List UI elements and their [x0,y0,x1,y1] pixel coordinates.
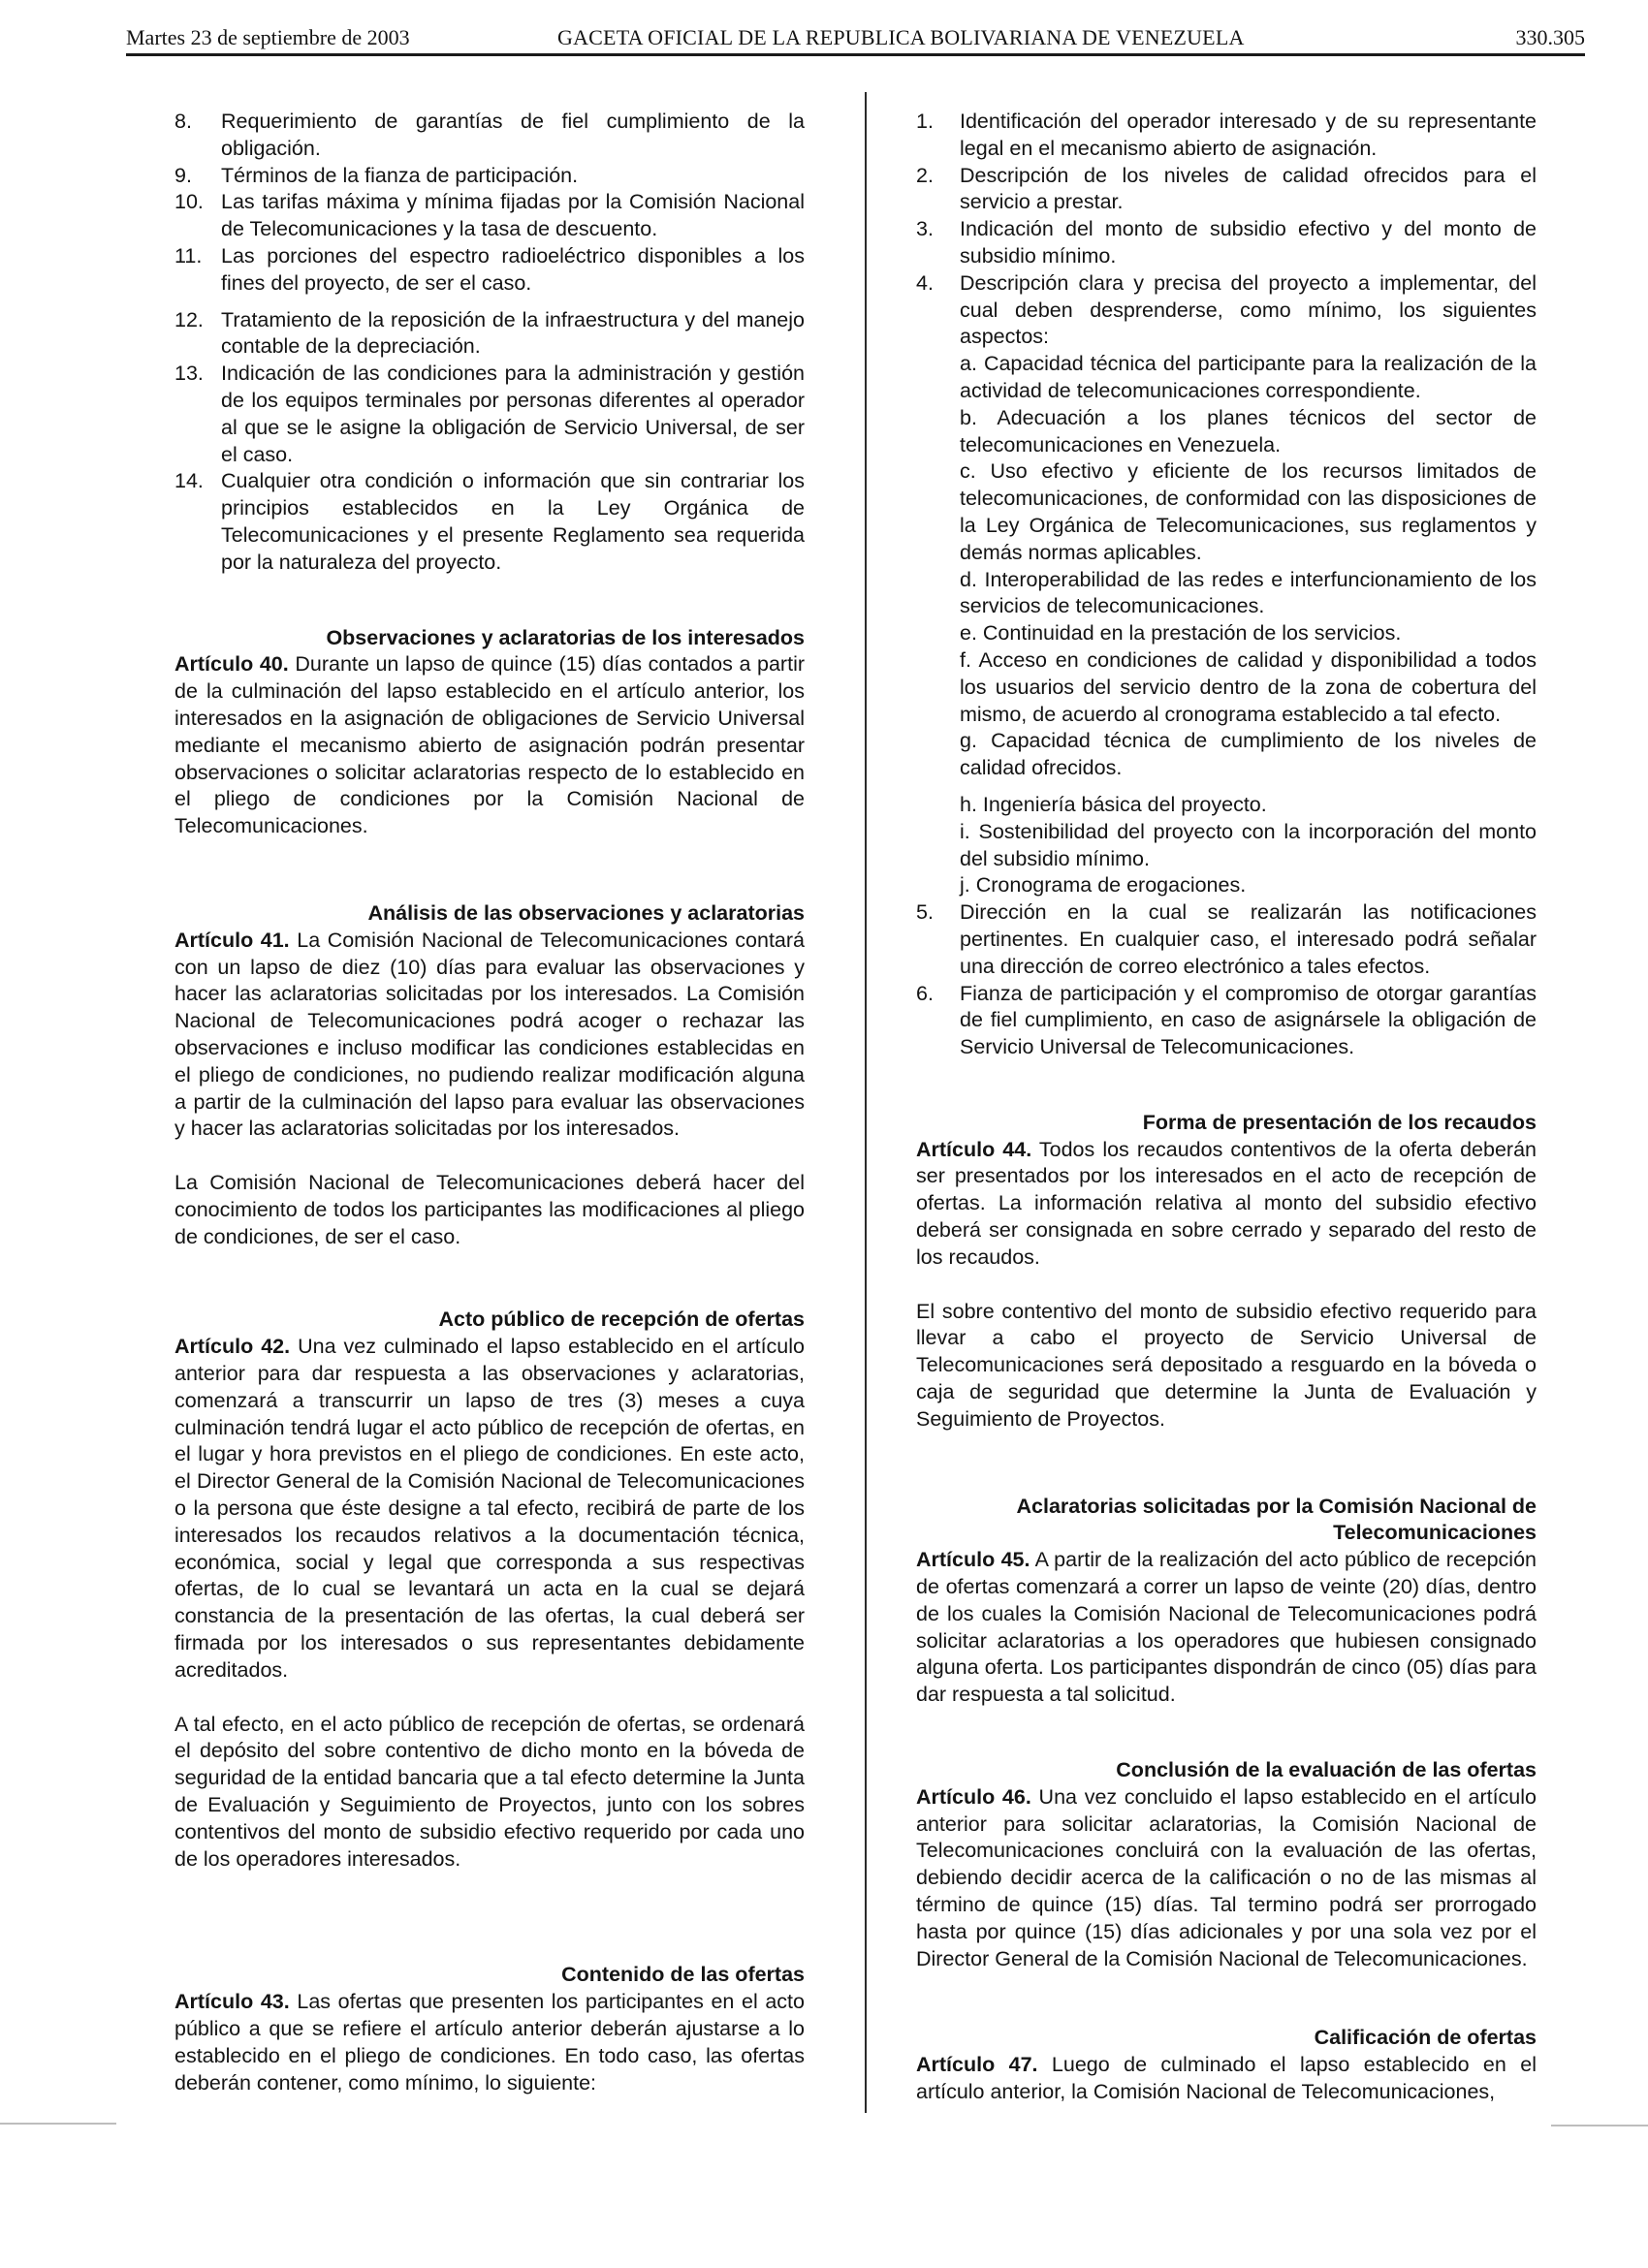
sub-item: a. Capacidad técnica del participante para la realización de la actividad de telecomunicaciones correspondiente. [960,352,1537,402]
sub-item: i. Sostenibilidad del proyecto con la incorporación del monto del subsidio mínimo. [960,819,1537,870]
section-heading: Aclaratorias solicitadas por la Comisión Nacional de [1016,1494,1537,1518]
sub-list [916,351,1537,899]
article-label: Artículo 42. [174,1335,291,1359]
sub-item: d. Interoperabilidad de las redes e interfuncionamiento de los servicios de telecomunicaciones. [960,567,1537,618]
list-item: 11. Las porciones del espectro radioeléctrico disponibles a los fines del proyecto, de ser el caso. [174,243,805,295]
article-label: Artículo 45. [916,1548,1030,1572]
scan-artifact [1551,2125,1648,2126]
article-label: Artículo 43. [174,1990,290,2014]
list-item: 10. Las tarifas máxima y mínima fijadas por la Comisión Nacional de Telecomunicaciones y la tasa de descuento. [174,190,805,241]
right-column [916,109,1537,2106]
article-45 [916,1494,1537,1709]
article-47 [916,2025,1537,2105]
section-heading-continued: Telecomunicaciones [1333,1521,1537,1545]
list-item: 5. Dirección en la cual se realizarán las notificaciones pertinentes. En cualquier caso, el interesado podrá señalar una dirección de correo electrónico a tales efectos. [916,900,1537,978]
section-heading: Contenido de las ofertas [561,1963,805,1987]
article-label: Artículo 46. [916,1784,1031,1809]
list-item: 14. Cualquier otra condición o información que sin contrariar los principios establecidos en la Ley Orgánica de Telecomunicaciones y el presente Reglamento sea requerida por la naturaleza del proyecto. [174,469,805,574]
sub-item: h. Ingeniería básica del proyecto. [960,792,1267,816]
article-body: Artículo 44. Todos los recaudos contentivos de la oferta deberán ser presentados por los interesados en el acto de recepción de ofertas. La información relativa al monto del subsidio efectivo deberá ser consignada en sobre cerrado y separado del resto de los recaudos. [916,1137,1537,1269]
list-item: 2. Descripción de los niveles de calidad ofrecidos para el servicio a prestar. [916,163,1537,214]
article-body: Artículo 40. Durante un lapso de quince (15) días contados a partir de la culminación del lapso establecido en el artículo anterior, los interesados en la asignación de obligaciones de Servicio Universal mediante el mecanismo abierto de asignación podrán presentar observaciones o solicitar aclaratorias respecto de lo establecido en el pliego de condiciones por la Comisión Nacional de Telecomunicaciones. [174,652,806,838]
article-label: Artículo 47. [916,2053,1038,2077]
sub-item: f. Acceso en condiciones de calidad y disponibilidad a todos los usuarios del servicio dentro de la zona de cobertura del mismo, de acuerdo al cronograma establecido a tal efecto. [960,647,1537,726]
sub-item: j. Cronograma de erogaciones. [960,873,1247,898]
article-label: Artículo 41. [174,928,290,952]
article-41 [174,900,805,1251]
section-heading: Análisis de las observaciones y aclaratorias [367,900,805,925]
article-body: Artículo 42. Una vez culminado el lapso establecido en el artículo anterior para dar respuesta a las observaciones y aclaratorias, comenzará a transcurrir un lapso de tres (3) meses a cuya culminación tendrá lugar el acto público de recepción de ofertas, en el lugar y hora previstos en el pliego de condiciones. En este acto, el Director General de la Comisión Nacional de Telecomunicaciones o la persona que éste designe a tal efecto, recibirá de parte de los interesados los recaudos relativos a la documentación técnica, económica, social y legal que corresponda a sus respectivas ofertas, de lo cual se levantará un acta en la cual se dejará constancia de la presentación de las ofertas, la cual deberá ser firmada por los interesados o sus representantes debidamente acreditados. [174,1335,805,1682]
article-paragraph: La Comisión Nacional de Telecomunicaciones deberá hacer del conocimiento de todos los participantes las modificaciones al pliego de condiciones, de ser el caso. [174,1171,805,1248]
article-label: Artículo 44. [916,1137,1032,1161]
offer-contents-list [916,109,1537,1061]
page-number: 330.305 [1515,25,1585,49]
sub-item: g. Capacidad técnica de cumplimiento de los niveles de calidad ofrecidos. [960,729,1537,780]
article-body: Artículo 47. Luego de culminado el lapso establecido en el artículo anterior, la Comisión Nacional de Telecomunicaciones, [916,2053,1537,2103]
list-item: 3. Indicación del monto de subsidio efectivo y del monto de subsidio mínimo. [916,217,1537,268]
article-42 [174,1307,805,1873]
article-body: Artículo 43. Las ofertas que presenten los participantes en el acto público a que se refiere el artículo anterior deberán ajustarse a lo establecido en el pliego de condiciones. En todo caso, las ofertas deberán contener, como mínimo, lo siguiente: [174,1990,805,2095]
article-43 [174,1962,805,2096]
list-item: 12. Tratamiento de la reposición de la infraestructura y del manejo contable de la depreciación. [174,307,805,359]
section-heading: Acto público de recepción de ofertas [438,1307,805,1332]
column-divider [865,92,867,2113]
article-label: Artículo 40. [174,652,289,677]
left-column [174,109,805,2096]
gazette-title: GACETA OFICIAL DE LA REPUBLICA BOLIVARIANA DE VENEZUELA [557,25,1245,49]
list-item: 8. Requerimiento de garantías de fiel cumplimiento de la obligación. [174,110,805,160]
sub-item: b. Adecuación a los planes técnicos del sector de telecomunicaciones en Venezuela. [960,405,1537,457]
article-body: Artículo 46. Una vez concluido el lapso establecido en el artículo anterior para solicitar aclaratorias, la Comisión Nacional de Telecomunicaciones concluirá con la evaluación de las ofertas, debiendo decidir acerca de la calificación o no de las mismas al término de quince (15) días. Tal termino podrá ser prorrogado hasta por quince (15) días adicionales y por una sola vez por el Director General de la Comisión Nacional de Telecomunicaciones. [916,1784,1537,1970]
list-item: 6. Fianza de participación y el compromiso de otorgar garantías de fiel cumplimiento, en caso de asignársele la obligación de Servicio Universal de Telecomunicaciones. [916,981,1537,1059]
section-heading: Calificación de ofertas [1314,2026,1537,2050]
gazette-header [126,19,1585,56]
article-body: Artículo 41. La Comisión Nacional de Telecomunicaciones contará con un lapso de diez (10) días para evaluar las observaciones y hacer las aclaratorias solicitadas por los interesados. La Comisión Nacional de Telecomunicaciones podrá acoger o rechazar las observaciones e incluso modificar las condiciones establecidas en el pliego de condiciones, no pudiendo realizar modificación alguna a partir de la culminación del lapso para evaluar las observaciones y hacer las aclaratorias solicitadas por los interesados. [174,928,805,1141]
scan-artifact [0,2123,116,2125]
article-paragraph: A tal efecto, en el acto público de recepción de ofertas, se ordenará el depósito del sobre contentivo de dicho monto en la bóveda de seguridad de la entidad bancaria que a tal efecto determine la Junta de Evaluación y Seguimiento de Proyectos, junto con los sobres contentivos del monto de subsidio efectivo requerido por cada uno de los operadores interesados. [174,1712,805,1871]
section-heading: Observaciones y aclaratorias de los interesados [326,625,805,649]
conditions-list [174,109,805,577]
list-item: 1. Identificación del operador interesado y de su representante legal en el mecanismo abierto de asignación. [916,110,1537,160]
list-item: 9. Términos de la fianza de participación. [174,163,579,187]
list-item: 13. Indicación de las condiciones para la administración y gestión de los equipos terminales por personas diferentes al operador al que se le asigne la obligación de Servicio Universal, de ser el caso. [174,362,805,466]
section-heading: Conclusión de la evaluación de las ofertas [1116,1758,1537,1782]
article-44 [916,1110,1537,1433]
article-paragraph: El sobre contentivo del monto de subsidio efectivo requerido para llevar a cabo el proyecto de Servicio Universal de Telecomunicaciones será depositado a resguardo en la bóveda o caja de seguridad que determine la Junta de Evaluación y Seguimiento de Proyectos. [916,1299,1537,1431]
section-heading: Forma de presentación de los recaudos [1142,1110,1537,1134]
list-item: 4. Descripción clara y precisa del proyecto a implementar, del cual deben desprenderse, como mínimo, los siguientes aspectos: [916,270,1537,349]
article-46 [916,1757,1537,1972]
sub-item: e. Continuidad en la prestación de los servicios. [960,621,1402,646]
sub-item: c. Uso efectivo y eficiente de los recursos limitados de telecomunicaciones, de conformidad con las disposiciones de la Ley Orgánica de Telecomunicaciones, sus reglamentos y demás normas aplicables. [960,459,1537,564]
issue-date: Martes 23 de septiembre de 2003 [126,25,410,49]
article-40 [174,625,805,840]
article-body: Artículo 45. A partir de la realización del acto público de recepción de ofertas comenzará a correr un lapso de veinte (20) días, dentro de los cuales la Comisión Nacional de Telecomunicaciones podrá solicitar aclaratorias a los operadores que hubiesen consignado alguna oferta. Los participantes dispondrán de cinco (05) días para dar respuesta a tal solicitud. [916,1548,1537,1707]
